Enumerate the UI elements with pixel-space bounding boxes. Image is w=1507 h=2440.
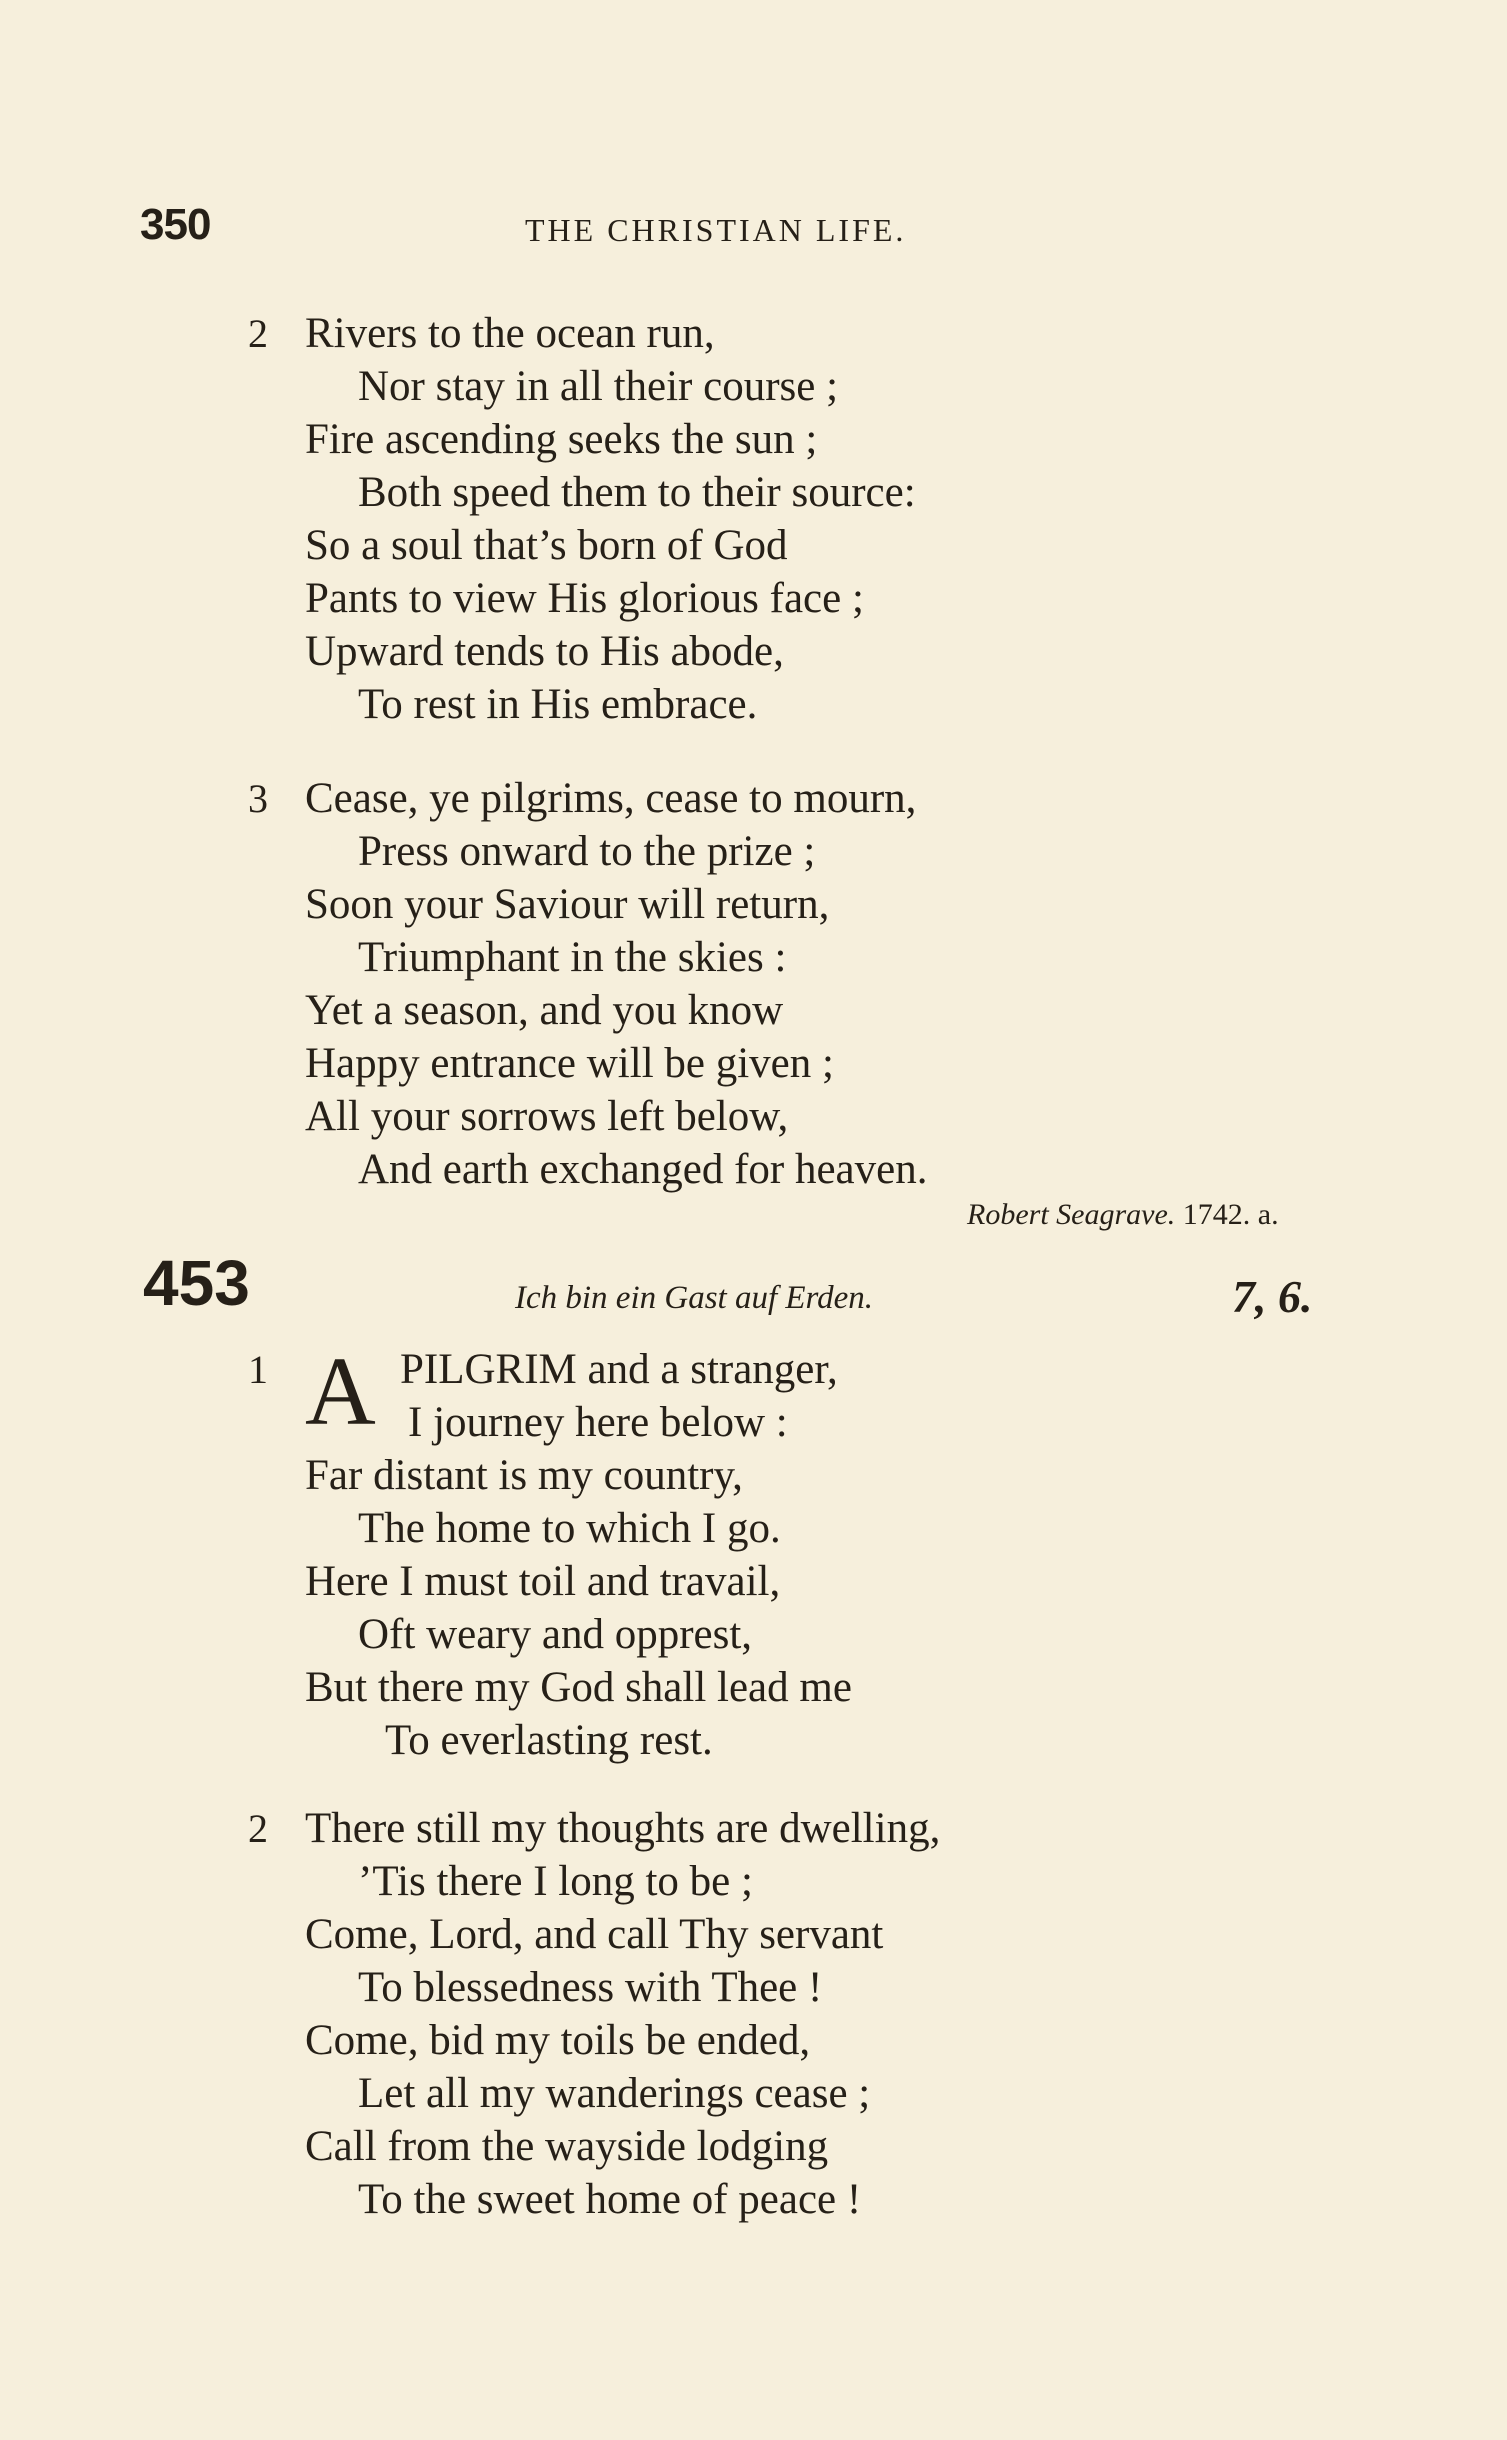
hymn-line: And earth exchanged for heaven. <box>358 1146 928 1193</box>
hymn-line: Happy entrance will be given ; <box>305 1040 834 1087</box>
author-name: Robert Seagrave. <box>967 1198 1176 1231</box>
verse-number: 2 <box>248 311 268 356</box>
hymn-number: 453 <box>143 1247 250 1319</box>
author-attribution <box>967 1198 1279 1232</box>
hymn-line: Pants to view His glorious face ; <box>305 575 864 622</box>
hymn-line: Triumphant in the skies : <box>358 934 787 981</box>
hymn-line: PILGRIM and a stranger, <box>400 1346 838 1393</box>
hymn-line: Cease, ye pilgrims, cease to mourn, <box>305 775 917 822</box>
hymn-line: Soon your Saviour will return, <box>305 881 830 928</box>
hymn-line: To blessedness with Thee ! <box>358 1964 823 2011</box>
hymn-line: To the sweet home of peace ! <box>358 2176 862 2223</box>
meter: 7, 6. <box>1232 1271 1313 1322</box>
hymn-line: ’Tis there I long to be ; <box>358 1858 753 1905</box>
hymn-line: Rivers to the ocean run, <box>305 310 715 357</box>
hymn-line: Come, Lord, and call Thy servant <box>305 1911 884 1958</box>
hymn-line: Upward tends to His abode, <box>305 628 784 675</box>
hymn-line: Far distant is my country, <box>305 1452 743 1499</box>
hymn-line: The home to which I go. <box>358 1505 781 1552</box>
hymn-line: I journey here below : <box>408 1399 788 1446</box>
hymn-line: Come, bid my toils be ended, <box>305 2017 811 2064</box>
verse-number: 3 <box>248 776 268 821</box>
hymn-line: To everlasting rest. <box>385 1717 713 1764</box>
running-head: THE CHRISTIAN LIFE. <box>525 212 907 248</box>
drop-cap: A <box>305 1338 376 1446</box>
hymn-line: So a soul that’s born of God <box>305 522 788 569</box>
verse-number: 2 <box>248 1806 268 1851</box>
hymn-line: Yet a season, and you know <box>305 987 784 1034</box>
hymn-line: Here I must toil and travail, <box>305 1558 781 1605</box>
hymn-line: All your sorrows left below, <box>305 1093 789 1140</box>
original-first-line: Ich bin ein Gast auf Erden. <box>515 1280 874 1316</box>
hymn-line: Oft weary and opprest, <box>358 1611 753 1658</box>
hymn-line: Press onward to the prize ; <box>358 828 816 875</box>
hymn-line: Call from the wayside lodging <box>305 2123 829 2170</box>
hymn-line: There still my thoughts are dwelling, <box>305 1805 941 1852</box>
page-header <box>0 200 1507 260</box>
verse-number: 1 <box>248 1347 268 1392</box>
hymn-line: Let all my wanderings cease ; <box>358 2070 871 2117</box>
page-number: 350 <box>140 200 211 249</box>
hymn-line: Nor stay in all their course ; <box>358 363 839 410</box>
hymn-line: Both speed them to their source: <box>358 469 916 516</box>
author-date: 1742. a. <box>1182 1198 1279 1231</box>
hymn-line: But there my God shall lead me <box>305 1664 852 1711</box>
hymn-line: To rest in His embrace. <box>358 681 758 728</box>
hymn-line: Fire ascending seeks the sun ; <box>305 416 818 463</box>
